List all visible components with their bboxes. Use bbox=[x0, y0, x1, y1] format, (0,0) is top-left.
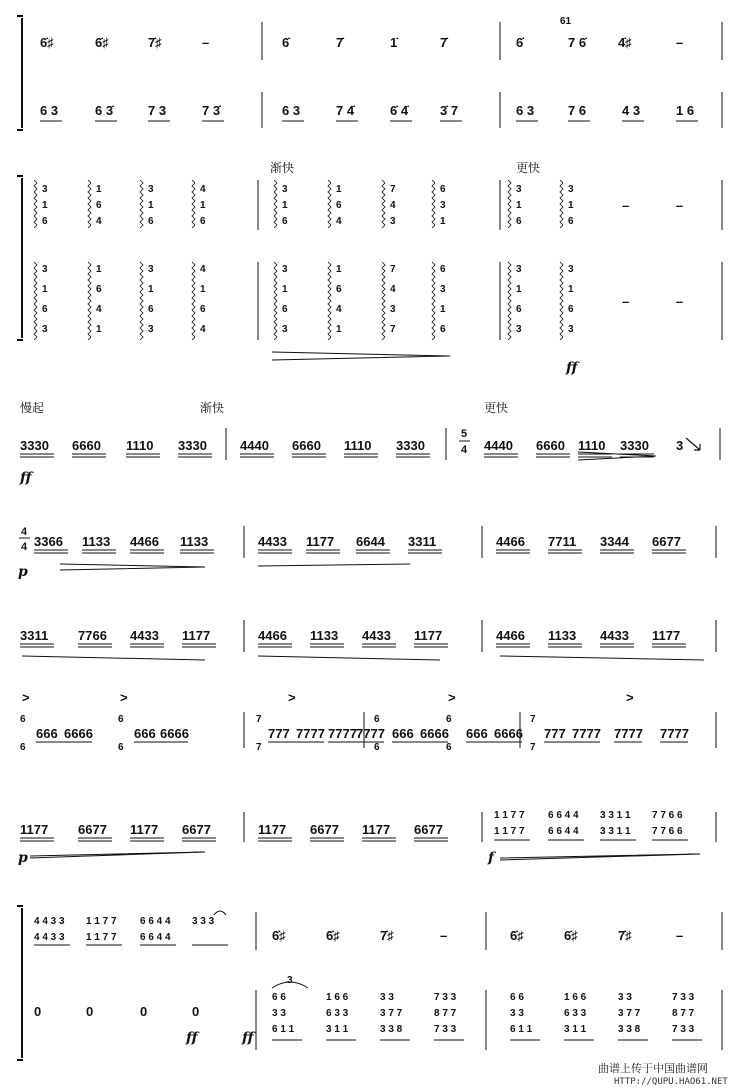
system-1 bbox=[17, 16, 722, 130]
chord: 1 1 7 7 bbox=[86, 916, 117, 927]
crescendo-hairpin bbox=[578, 452, 656, 460]
dynamic-marking: f bbox=[488, 850, 495, 866]
note-group: 1177 bbox=[258, 822, 287, 837]
note-group: 6666 bbox=[160, 726, 189, 741]
time-signature-top: 4 bbox=[21, 526, 28, 538]
chord-row: 1 6 6 bbox=[564, 992, 587, 1003]
dynamic-marking: ff bbox=[20, 470, 32, 486]
chord: 4 4 3 3 bbox=[34, 916, 65, 927]
system-2 bbox=[17, 160, 722, 376]
chord-note: 7 bbox=[390, 324, 396, 335]
note-group: 1177 bbox=[362, 822, 391, 837]
note-pair: 6 3 bbox=[516, 103, 535, 118]
chord-note: 7 bbox=[530, 742, 536, 753]
tempo-label: 慢起 bbox=[20, 401, 45, 415]
note: 6̇♯ bbox=[510, 928, 524, 943]
note-group: 4466 bbox=[130, 534, 159, 549]
chord-note: 6 bbox=[516, 304, 522, 315]
arpeggio-mark bbox=[382, 262, 385, 340]
chord: 1 1 7 7 bbox=[494, 826, 525, 837]
note-group: 3330 bbox=[178, 438, 207, 453]
chord-row: 8 7 7 bbox=[434, 1008, 457, 1019]
accent-mark: > bbox=[288, 690, 296, 705]
chord-note: 1 bbox=[96, 264, 102, 275]
note-group: 1177 bbox=[130, 822, 159, 837]
chord-note: 3 bbox=[148, 184, 154, 195]
arpeggio-mark bbox=[274, 180, 277, 228]
note-group: 6677 bbox=[310, 822, 339, 837]
note-group: 6644 bbox=[356, 534, 385, 549]
dynamic-marking: ff bbox=[566, 360, 578, 376]
triplet-number: 3 bbox=[287, 975, 293, 986]
time-signature-bottom: 4 bbox=[21, 541, 28, 553]
note-pair: 6 3 bbox=[40, 103, 59, 118]
dynamic-marking: ff bbox=[186, 1030, 198, 1046]
chord-note: 7 bbox=[530, 714, 536, 725]
chord-note: 4 bbox=[96, 216, 102, 227]
note-group: 3344 bbox=[600, 534, 629, 549]
chord-note: 6 bbox=[96, 200, 102, 211]
chord-note: 1 bbox=[200, 200, 206, 211]
chord-row: 7 3 3 bbox=[672, 1024, 695, 1035]
tempo-label: 渐快 bbox=[200, 401, 225, 415]
hairpin bbox=[500, 854, 700, 860]
note: 7̇ bbox=[336, 35, 344, 50]
note-group: 7711 bbox=[548, 534, 577, 549]
chord-note: 3 bbox=[568, 184, 574, 195]
chord-note: 6 bbox=[516, 216, 522, 227]
chord-row: 1 6 6 bbox=[326, 992, 349, 1003]
tempo-label: 渐快 bbox=[270, 161, 295, 175]
chord: 3 3 1 1 bbox=[600, 826, 631, 837]
chord-row: 6 3 3 bbox=[564, 1008, 587, 1019]
arpeggio-mark bbox=[34, 262, 37, 340]
note-group: 7777 bbox=[614, 726, 643, 741]
note-group: 3330 bbox=[20, 438, 49, 453]
chord-row: 6 1 1 bbox=[272, 1024, 295, 1035]
glissando-arrow bbox=[686, 438, 700, 450]
system-6-notes bbox=[20, 690, 689, 753]
note: 6̇♯ bbox=[326, 928, 340, 943]
rest-dash: – bbox=[622, 198, 630, 213]
chord-note: 1 bbox=[440, 216, 446, 227]
chord-row: 3 7 7 bbox=[618, 1008, 641, 1019]
chord-note: 1 bbox=[516, 284, 522, 295]
note: 3 bbox=[676, 438, 684, 453]
note-group: 777 bbox=[544, 726, 566, 741]
note-group: 6677 bbox=[182, 822, 211, 837]
chord-row: 3 3 bbox=[272, 1008, 286, 1019]
rest-dash: – bbox=[440, 928, 448, 943]
chord-row: 3 3 bbox=[618, 992, 632, 1003]
note-group: 3330 bbox=[620, 438, 649, 453]
arpeggio-mark bbox=[34, 180, 37, 228]
chord: 6 6 4 4 bbox=[140, 916, 171, 927]
chord-note: 3 bbox=[568, 264, 574, 275]
system-5-notes bbox=[20, 628, 686, 647]
chord-row: 7 3 3 bbox=[434, 992, 457, 1003]
system-4-notes bbox=[34, 534, 686, 553]
note: 6̇ bbox=[282, 35, 290, 50]
note-group: 7777 bbox=[328, 726, 357, 741]
chord-note: 1 bbox=[440, 304, 446, 315]
chord-note: 6 bbox=[568, 304, 574, 315]
crescendo-hairpin bbox=[258, 564, 410, 566]
system-2-upper bbox=[34, 180, 574, 228]
note: 6̇ bbox=[516, 35, 524, 50]
rest-dash: – bbox=[676, 35, 684, 50]
chord-note: 3 bbox=[148, 264, 154, 275]
note: 6̇♯ bbox=[564, 928, 578, 943]
chord-note: 4 bbox=[200, 184, 206, 195]
chord: 3 3 1 1 bbox=[600, 810, 631, 821]
hairpin bbox=[22, 656, 205, 660]
system-2-lower bbox=[34, 262, 574, 340]
arpeggio-mark bbox=[508, 180, 511, 228]
system-7-notes bbox=[20, 810, 688, 841]
note-group: 4440 bbox=[484, 438, 513, 453]
chord-note: 6 bbox=[118, 742, 124, 753]
note-group: 4433 bbox=[600, 628, 629, 643]
note-group: 666 bbox=[134, 726, 156, 741]
chord-row: 3 1 1 bbox=[564, 1024, 587, 1035]
chord: 3 3 3 bbox=[192, 916, 215, 927]
chord-note: 1 bbox=[516, 200, 522, 211]
accent-mark: > bbox=[626, 690, 634, 705]
chord-row: 6 3 3 bbox=[326, 1008, 349, 1019]
chord-note: 7 bbox=[390, 264, 396, 275]
watermark bbox=[598, 1061, 728, 1087]
chord-row: 6 6 bbox=[272, 992, 286, 1003]
chord-note: 4 bbox=[96, 304, 102, 315]
note: 7 6̇ bbox=[568, 35, 587, 50]
chord-note: 1 bbox=[42, 200, 48, 211]
arpeggio-mark bbox=[560, 180, 563, 228]
grace-notes: 61 bbox=[560, 16, 572, 27]
tempo-label: 更快 bbox=[484, 401, 509, 415]
fermata bbox=[214, 911, 226, 915]
note-pair: 6 3 bbox=[282, 103, 301, 118]
note-group: 3311 bbox=[20, 628, 49, 643]
chord-row: 6 1 1 bbox=[510, 1024, 533, 1035]
chord-note: 6 bbox=[440, 264, 446, 275]
note-group: 1177 bbox=[20, 822, 49, 837]
note-group: 6660 bbox=[536, 438, 565, 453]
chord-row: 6 6 bbox=[510, 992, 524, 1003]
chord-note: 7 bbox=[390, 184, 396, 195]
chord-note: 6 bbox=[118, 714, 124, 725]
hairpin bbox=[258, 656, 440, 660]
chord-note: 6 bbox=[440, 184, 446, 195]
note-group: 1133 bbox=[180, 534, 209, 549]
note-pair: 7 4̇ bbox=[336, 103, 355, 118]
note-pair: 4 3 bbox=[622, 103, 641, 118]
chord-note: 3 bbox=[282, 184, 288, 195]
note-group: 1110 bbox=[126, 438, 154, 453]
chord-note: 1 bbox=[568, 200, 574, 211]
chord-row: 8 7 7 bbox=[672, 1008, 695, 1019]
note-group: 666 bbox=[392, 726, 414, 741]
note-group: 6677 bbox=[414, 822, 443, 837]
rest: 0 bbox=[86, 1004, 94, 1019]
chord-note: 3 bbox=[440, 284, 446, 295]
system-3 bbox=[19, 400, 720, 486]
note-group: 1133 bbox=[82, 534, 111, 549]
arpeggio-mark bbox=[328, 262, 331, 340]
note-group: 6660 bbox=[292, 438, 321, 453]
note-group: 6660 bbox=[72, 438, 101, 453]
chord: 1 1 7 7 bbox=[86, 932, 117, 943]
chord-note: 3 bbox=[440, 200, 446, 211]
chord: 7 7 6 6 bbox=[652, 810, 683, 821]
chord-note: 6 bbox=[20, 742, 26, 753]
chord-note: 6 bbox=[568, 216, 574, 227]
chord-note: 6 bbox=[20, 714, 26, 725]
accent-mark: > bbox=[120, 690, 128, 705]
note-group: 6666 bbox=[494, 726, 523, 741]
system-1-upper bbox=[40, 16, 683, 50]
chord-note: 3 bbox=[516, 184, 522, 195]
chord-note: 6 bbox=[446, 742, 452, 753]
note-pair: 6 3̇ bbox=[95, 103, 114, 118]
chord-note: 1 bbox=[148, 284, 154, 295]
note-group: 1177 bbox=[652, 628, 681, 643]
chord-row: 7 3 3 bbox=[672, 992, 695, 1003]
note-group: 3311 bbox=[408, 534, 437, 549]
accent-mark: > bbox=[22, 690, 30, 705]
time-signature-top: 5 bbox=[461, 428, 468, 440]
note-group: 1177 bbox=[414, 628, 443, 643]
note-group: 6677 bbox=[652, 534, 681, 549]
note-group: 7777 bbox=[660, 726, 689, 741]
arpeggio-mark bbox=[192, 180, 195, 228]
chord-note: 6 bbox=[440, 324, 446, 335]
chord-note: 6 bbox=[42, 304, 48, 315]
chord-note: 6 bbox=[148, 216, 154, 227]
chord-note: 3 bbox=[390, 216, 396, 227]
rest-dash: – bbox=[676, 928, 684, 943]
arpeggio-mark bbox=[140, 180, 143, 228]
note-group: 1177 bbox=[306, 534, 335, 549]
dynamic-marking: p bbox=[18, 850, 28, 866]
note-group: 6677 bbox=[78, 822, 107, 837]
system-5 bbox=[20, 620, 716, 660]
chord-note: 6 bbox=[96, 284, 102, 295]
chord-note: 6 bbox=[148, 304, 154, 315]
chord: 1 1 7 7 bbox=[494, 810, 525, 821]
chord-note: 4 bbox=[336, 216, 342, 227]
system-3-notes bbox=[20, 438, 683, 457]
chord-row: 3 3 8 bbox=[380, 1024, 403, 1035]
rest-dash: – bbox=[676, 198, 684, 213]
arpeggio-mark bbox=[382, 180, 385, 228]
chord-note: 3 bbox=[516, 324, 522, 335]
hairpin bbox=[500, 656, 704, 660]
note-group: 7777 bbox=[356, 726, 385, 741]
note-group: 666 bbox=[36, 726, 58, 741]
chord-row: 3 3 bbox=[380, 992, 394, 1003]
chord: 4 4 3 3 bbox=[34, 932, 65, 943]
chord-note: 1 bbox=[282, 200, 288, 211]
rest-dash: – bbox=[676, 294, 684, 309]
chord-note: 6 bbox=[374, 742, 380, 753]
chord-note: 6 bbox=[446, 714, 452, 725]
chord-row: 7 3 3 bbox=[434, 1024, 457, 1035]
note-group: 4466 bbox=[258, 628, 287, 643]
dynamic-marking: p bbox=[18, 564, 28, 580]
note: 6̇♯ bbox=[272, 928, 286, 943]
note-pair: 7 3̇ bbox=[202, 103, 221, 118]
chord-note: 1 bbox=[42, 284, 48, 295]
chord-note: 1 bbox=[336, 324, 342, 335]
chord-note: 3 bbox=[516, 264, 522, 275]
note-group: 4440 bbox=[240, 438, 269, 453]
arpeggio-mark bbox=[508, 262, 511, 340]
chord-note: 3 bbox=[42, 264, 48, 275]
arpeggio-mark bbox=[140, 262, 143, 340]
note-group: 6666 bbox=[64, 726, 93, 741]
chord-note: 1 bbox=[200, 284, 206, 295]
arpeggio-mark bbox=[432, 180, 435, 228]
note-group: 666 bbox=[466, 726, 488, 741]
chord-note: 6 bbox=[282, 216, 288, 227]
arpeggio-mark bbox=[432, 262, 435, 340]
note: 6̇♯ bbox=[95, 35, 109, 50]
note-group: 1133 bbox=[548, 628, 577, 643]
chord-note: 1 bbox=[336, 264, 342, 275]
crescendo-hairpin bbox=[60, 564, 205, 570]
note: 6̇♯ bbox=[40, 35, 54, 50]
note-group: 3366 bbox=[34, 534, 63, 549]
chord: 6 6 4 4 bbox=[548, 826, 579, 837]
note-group: 4466 bbox=[496, 628, 525, 643]
chord-note: 1 bbox=[282, 284, 288, 295]
chord-note: 7 bbox=[256, 742, 262, 753]
note-group: 3330 bbox=[396, 438, 425, 453]
chord-note: 6 bbox=[374, 714, 380, 725]
arpeggio-mark bbox=[192, 262, 195, 340]
dynamic-marking: ff bbox=[242, 1030, 254, 1046]
chord-note: 1 bbox=[96, 324, 102, 335]
note: 7̇♯ bbox=[618, 928, 632, 943]
chord-note: 4 bbox=[390, 200, 396, 211]
note-group: 1133 bbox=[310, 628, 339, 643]
system-4 bbox=[18, 526, 716, 580]
rest: 0 bbox=[140, 1004, 148, 1019]
note-group: 7777 bbox=[572, 726, 601, 741]
note-group: 1110 bbox=[578, 438, 606, 453]
watermark-url: HTTP://QUPU.HAO61.NET bbox=[614, 1077, 728, 1087]
watermark-text: 曲谱上传于中国曲谱网 bbox=[598, 1062, 708, 1075]
system-6 bbox=[20, 690, 716, 753]
note-group: 4466 bbox=[496, 534, 525, 549]
note: 7̇♯ bbox=[148, 35, 162, 50]
system-8 bbox=[17, 906, 722, 1060]
note-pair: 3̇ 7 bbox=[440, 103, 459, 118]
chord-note: 3 bbox=[282, 324, 288, 335]
rest: 0 bbox=[34, 1004, 42, 1019]
note-group: 777 bbox=[268, 726, 290, 741]
chord-note: 4 bbox=[200, 264, 206, 275]
time-signature-bottom: 4 bbox=[461, 444, 468, 456]
chord-note: 7 bbox=[256, 714, 262, 725]
chord-note: 3 bbox=[390, 304, 396, 315]
note: 7̇♯ bbox=[380, 928, 394, 943]
chord-note: 1 bbox=[568, 284, 574, 295]
note-pair: 7 3 bbox=[148, 103, 167, 118]
arpeggio-mark bbox=[88, 180, 91, 228]
note: 4̇♯ bbox=[618, 35, 632, 50]
arpeggio-mark bbox=[88, 262, 91, 340]
chord-note: 6 bbox=[200, 304, 206, 315]
chord-note: 6 bbox=[200, 216, 206, 227]
note-group: 4433 bbox=[130, 628, 159, 643]
tempo-label: 更快 bbox=[516, 161, 541, 175]
chord-note: 3 bbox=[568, 324, 574, 335]
chord-row: 3 3 8 bbox=[618, 1024, 641, 1035]
note-pair: 7 6 bbox=[568, 103, 587, 118]
note-pair: 1 6 bbox=[676, 103, 695, 118]
chord-note: 3 bbox=[42, 324, 48, 335]
chord: 7 7 6 6 bbox=[652, 826, 683, 837]
note: 7̇ bbox=[440, 35, 448, 50]
hairpin bbox=[30, 852, 205, 858]
arpeggio-mark bbox=[560, 262, 563, 340]
chord-note: 4 bbox=[200, 324, 206, 335]
system-1-lower bbox=[40, 103, 698, 121]
chord-note: 6 bbox=[336, 284, 342, 295]
system-7 bbox=[18, 810, 716, 866]
chord-note: 3 bbox=[148, 324, 154, 335]
chord-note: 1 bbox=[96, 184, 102, 195]
chord-note: 1 bbox=[336, 184, 342, 195]
note: 1̇ bbox=[390, 35, 398, 50]
crescendo-hairpin bbox=[272, 352, 450, 360]
chord-note: 6 bbox=[282, 304, 288, 315]
chord-note: 3 bbox=[282, 264, 288, 275]
note-group: 6666 bbox=[420, 726, 449, 741]
rest-dash: – bbox=[202, 35, 210, 50]
note-group: 7777 bbox=[296, 726, 325, 741]
accent-mark: > bbox=[448, 690, 456, 705]
rest-dash: – bbox=[622, 294, 630, 309]
chord-note: 1 bbox=[148, 200, 154, 211]
note-group: 4433 bbox=[362, 628, 391, 643]
note-group: 7766 bbox=[78, 628, 107, 643]
note-group: 1110 bbox=[344, 438, 372, 453]
chord: 6 6 4 4 bbox=[140, 932, 171, 943]
arpeggio-mark bbox=[328, 180, 331, 228]
rest: 0 bbox=[192, 1004, 200, 1019]
chord-row: 3 3 bbox=[510, 1008, 524, 1019]
chord-note: 4 bbox=[390, 284, 396, 295]
chord-note: 6 bbox=[42, 216, 48, 227]
chord-row: 3 1 1 bbox=[326, 1024, 349, 1035]
chord-note: 4 bbox=[336, 304, 342, 315]
system-8-lower-right bbox=[272, 992, 702, 1040]
note-group: 4433 bbox=[258, 534, 287, 549]
chord: 6 6 4 4 bbox=[548, 810, 579, 821]
note-group: 1177 bbox=[182, 628, 211, 643]
note-pair: 6̇ 4̇ bbox=[390, 103, 409, 118]
chord-note: 3 bbox=[42, 184, 48, 195]
arpeggio-mark bbox=[274, 262, 277, 340]
chord-row: 3 7 7 bbox=[380, 1008, 403, 1019]
chord-note: 6 bbox=[336, 200, 342, 211]
